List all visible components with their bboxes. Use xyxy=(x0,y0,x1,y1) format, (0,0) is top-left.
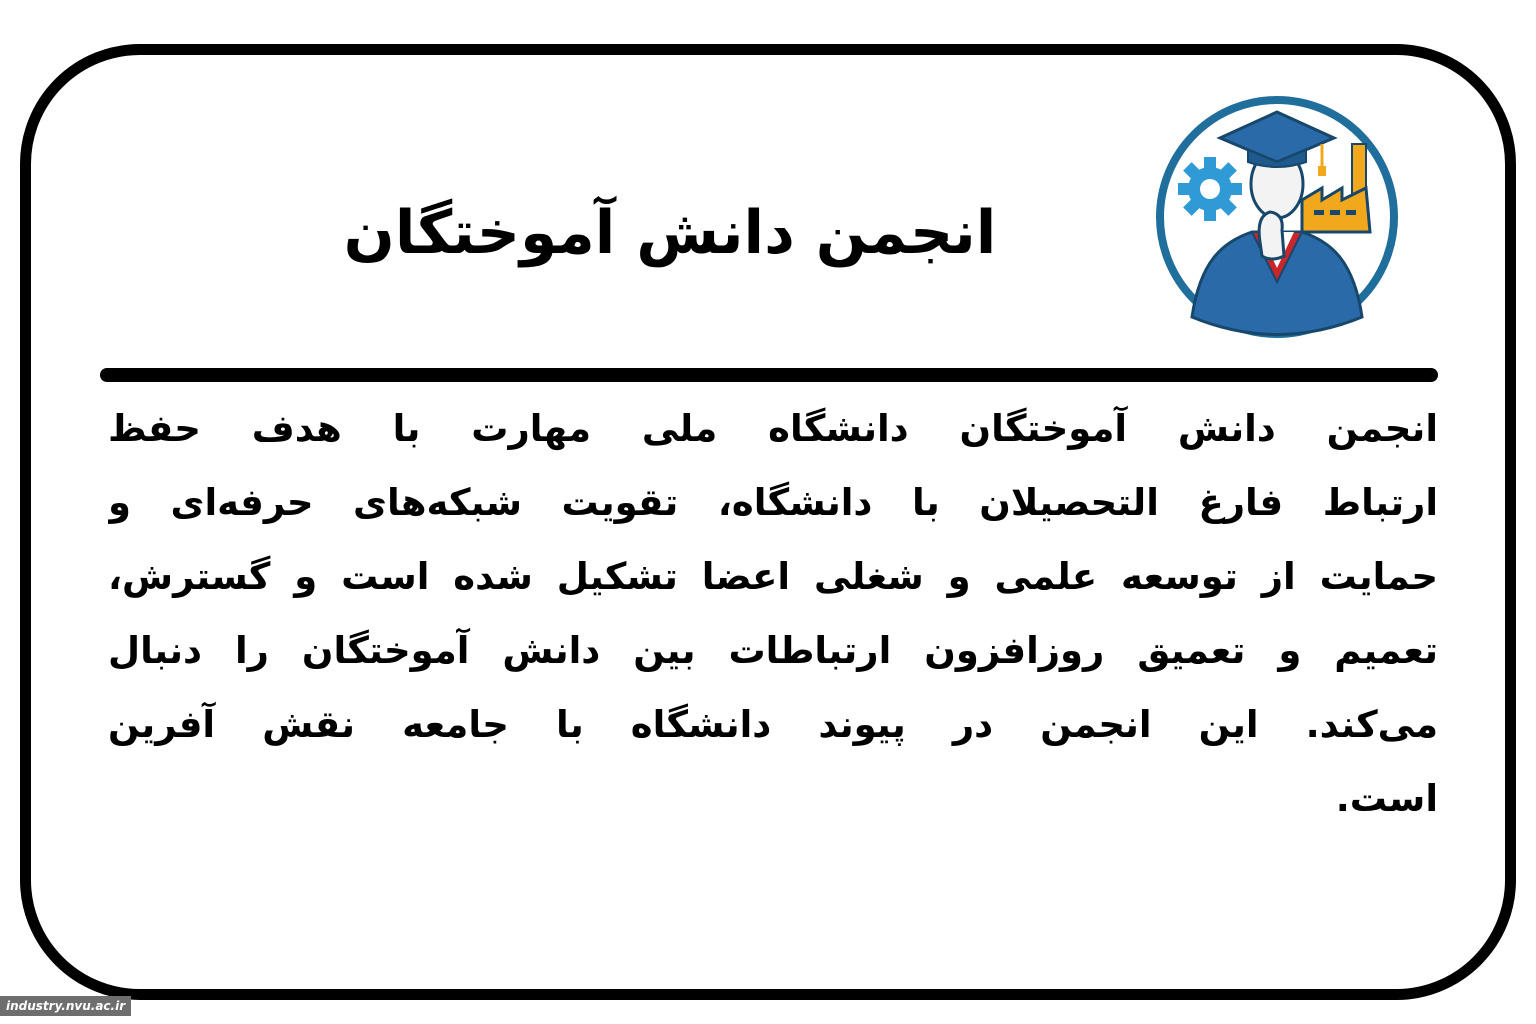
page-title: انجمن دانش آموختگان xyxy=(343,198,997,268)
paragraph-line: می‌کند. این انجمن در پیوند دانشگاه با جامعه نقش آفرین xyxy=(108,703,1438,746)
paragraph-line: است. xyxy=(1335,777,1438,820)
paragraph-line: تعمیم و تعمیق روزافزون ارتباطات بین دانش آموختگان را دنبال xyxy=(108,629,1438,672)
paragraph-line: انجمن دانش آموختگان دانشگاه ملی مهارت با هدف حفظ xyxy=(108,407,1438,450)
logo-svg xyxy=(1152,92,1402,342)
divider xyxy=(100,368,1438,382)
paragraph-line: حمایت از توسعه علمی و شغلی اعضا تشکیل شده است و گسترش، xyxy=(108,555,1438,598)
gear-icon xyxy=(1178,157,1242,221)
paragraph-line: ارتباط فارغ التحصیلان با دانشگاه، تقویت شبکه‌های حرفه‌ای و xyxy=(108,481,1438,524)
website-watermark: industry.nvu.ac.ir xyxy=(0,996,131,1016)
description-paragraph xyxy=(108,392,1438,836)
graduate-industry-icon xyxy=(1152,92,1402,342)
